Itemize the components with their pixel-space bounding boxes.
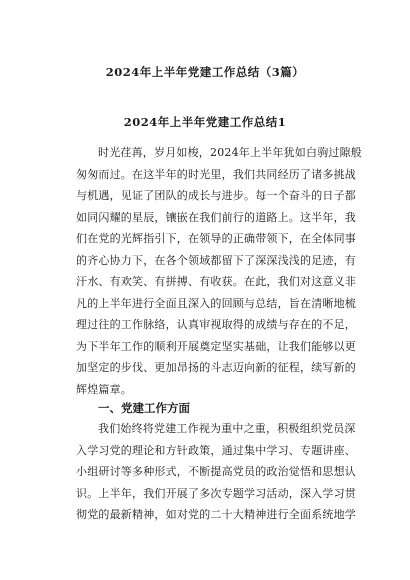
paragraph-2 [76,418,356,526]
paragraph-line: 辉煌篇章。 [76,382,132,396]
paragraph-1 [76,142,362,400]
document-title: 2024年上半年党建工作总结（3篇） [105,65,305,79]
paragraph-line: 匆匆而过。在这半年的时光里，我们共同经历了诸多挑战 [76,167,356,181]
paragraph-line: 彻党的最新精神，如对党的二十大精神进行全面系统地学 [76,508,356,521]
paragraph-line: 理过往的工作脉络，认真审视取得的成绩与存在的不足， [76,318,356,331]
paragraph-line: 时光荏苒，岁月如梭，2024年上半年犹如白驹过隙般 [98,146,362,159]
paragraph-line: 的齐心协力下，在各个领域都留下了深深浅浅的足迹，有 [76,253,356,267]
paragraph-line: 汗水、有欢笑、有拼搏、有收获。在此，我们对这意义非 [76,275,356,288]
paragraph-line: 们在党的光辉指引下，在领导的正确带领下，在全体同事 [76,232,356,245]
paragraph-line: 为下半年工作的顺利开展奠定坚实基础，让我们能够以更 [76,339,356,353]
paragraph-line: 与机遇，见证了团队的成长与进步。每一个奋斗的日子都 [76,189,356,202]
paragraph-line: 如同闪耀的星辰，镶嵌在我们前行的道路上。这半年，我 [76,210,356,224]
paragraph-line: 入学习党的理论和方针政策，通过集中学习、专题讲座、 [76,443,356,457]
paragraph-line: 加坚定的步伐、更加昂扬的斗志迈向新的征程，续写新的 [76,361,356,374]
section-heading: 一、党建工作方面 [98,401,190,415]
paragraph-line: 凡的上半年进行全面且深入的回顾与总结，旨在清晰地梳 [76,296,356,310]
paragraph-line: 识。上半年，我们开展了多次专题学习活动，深入学习贯 [76,486,356,500]
paragraph-line: 我们始终将党建工作视为重中之重，积极组织党员深 [98,422,356,435]
paragraph-line: 小组研讨等多种形式，不断提高党员的政治觉悟和思想认 [76,465,356,478]
section-title: 2024年上半年党建工作总结1 [123,115,287,129]
